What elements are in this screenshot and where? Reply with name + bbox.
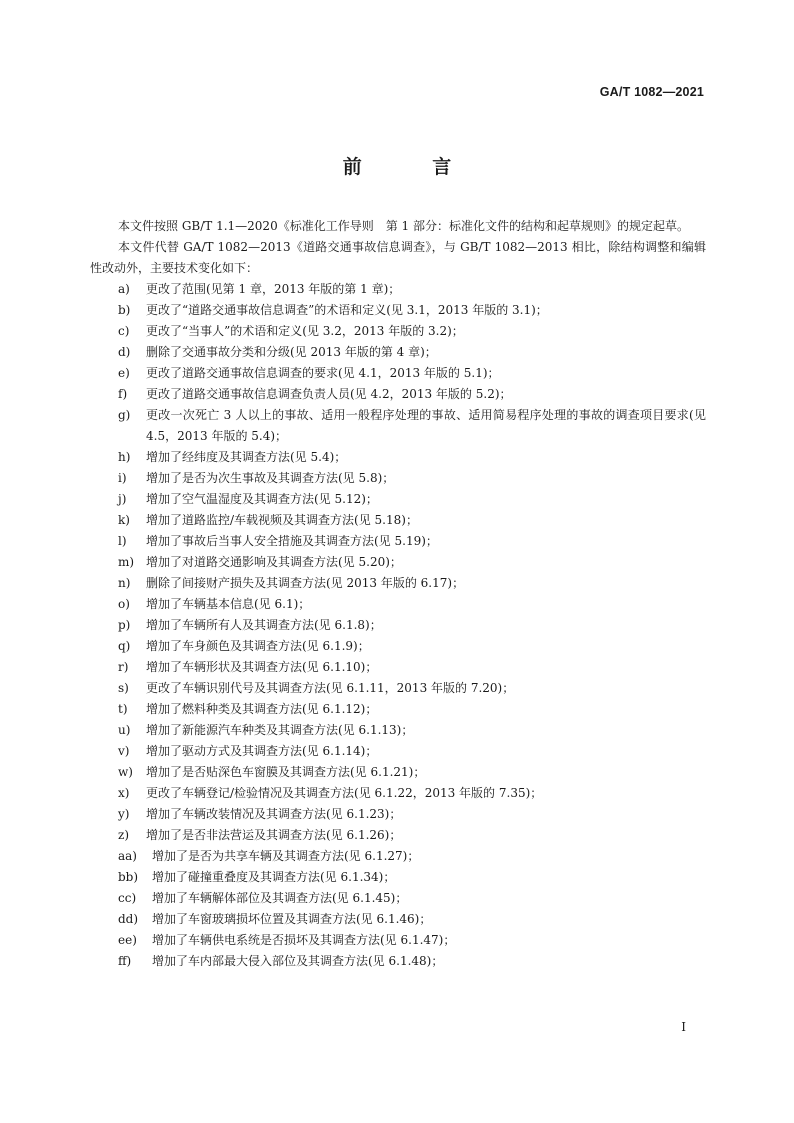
- list-item-marker: s): [118, 681, 129, 695]
- list-item: [90, 594, 706, 615]
- list-item: [90, 825, 706, 846]
- list-item-marker: r): [118, 660, 129, 674]
- list-item-marker: q): [118, 639, 131, 653]
- list-item-text: 删除了间接财产损失及其调查方法(见 2013 年版的 6.17)；: [146, 576, 465, 590]
- list-item: [90, 951, 706, 972]
- list-item-text: 增加了车辆解体部位及其调查方法(见 6.1.45)；: [152, 891, 408, 905]
- list-item: [90, 468, 706, 489]
- list-item-marker: bb): [118, 870, 139, 884]
- list-item-text: 增加了碰撞重叠度及其调查方法(见 6.1.34)；: [152, 870, 396, 884]
- list-item-text: 增加了车身颜色及其调查方法(见 6.1.9)；: [146, 639, 370, 653]
- list-item-marker: w): [118, 765, 133, 779]
- list-item-marker: c): [118, 324, 130, 338]
- list-item: [90, 804, 706, 825]
- list-item-marker: aa): [118, 849, 137, 863]
- list-item-text: 增加了车辆供电系统是否损坏及其调查方法(见 6.1.47)；: [152, 933, 456, 947]
- list-item: [90, 657, 706, 678]
- intro-paragraph: 本文件按照 GB/T 1.1—2020《标准化工作导则 第 1 部分：标准化文件的结构和起草规则》的规定起草。: [118, 219, 689, 233]
- list-item-marker: t): [118, 702, 128, 716]
- list-item-text: 更改了车辆登记/检验情况及其调查方法(见 6.1.22，2013 年版的 7.35)；: [146, 786, 543, 800]
- list-item: [90, 699, 706, 720]
- list-item-text: 增加了是否贴深色车窗膜及其调查方法(见 6.1.21)；: [146, 765, 426, 779]
- list-item-text: 更改了“当事人”的术语和定义(见 3.2，2013 年版的 3.2)；: [146, 324, 464, 338]
- list-item-text: 更改了车辆识别代号及其调查方法(见 6.1.11，2013 年版的 7.20)；: [146, 681, 515, 695]
- list-item-marker: o): [118, 597, 130, 611]
- list-item-text: 增加了新能源汽车种类及其调查方法(见 6.1.13)；: [146, 723, 414, 737]
- list-item-text: 增加了空气温湿度及其调查方法(见 5.12)；: [146, 492, 378, 506]
- list-item-marker: e): [118, 366, 130, 380]
- list-item-text: 增加了对道路交通影响及其调查方法(见 5.20)；: [146, 555, 402, 569]
- list-item-marker: ee): [118, 933, 137, 947]
- list-item: [90, 783, 706, 804]
- list-item-marker: l): [118, 534, 127, 548]
- standard-code: GA/T 1082—2021: [599, 85, 704, 99]
- list-item-text: 增加了事故后当事人安全措施及其调查方法(见 5.19)；: [146, 534, 438, 548]
- list-item: [90, 279, 706, 300]
- list-item-text: 增加了驱动方式及其调查方法(见 6.1.14)；: [146, 744, 378, 758]
- list-item: [90, 636, 706, 657]
- list-item-marker: x): [118, 786, 130, 800]
- list-item: [90, 321, 706, 342]
- list-item: [90, 552, 706, 573]
- list-item: [90, 405, 706, 447]
- list-item: [90, 867, 706, 888]
- list-item: [90, 741, 706, 762]
- list-item-text: 增加了车窗玻璃损坏位置及其调查方法(见 6.1.46)；: [152, 912, 432, 926]
- list-item-marker: dd): [118, 912, 139, 926]
- list-item-marker: a): [118, 282, 130, 296]
- list-item: [90, 930, 706, 951]
- list-item-marker: z): [118, 828, 130, 842]
- page-number: I: [681, 1020, 686, 1034]
- list-item-marker: d): [118, 345, 131, 359]
- list-item: [90, 510, 706, 531]
- list-item: [90, 762, 706, 783]
- list-item-text: 更改一次死亡 3 人以上的事故、适用一般程序处理的事故、适用简易程序处理的事故的调查项目要求(见 4.5，2013 年版的 5.4)；: [146, 408, 706, 443]
- list-item: [90, 447, 706, 468]
- list-item-text: 增加了是否为次生事故及其调查方法(见 5.8)；: [146, 471, 395, 485]
- list-item: [90, 531, 706, 552]
- list-item-marker: y): [118, 807, 130, 821]
- list-item-marker: m): [118, 555, 135, 569]
- list-item-marker: f): [118, 387, 128, 401]
- list-item-text: 更改了道路交通事故信息调查负责人员(见 4.2，2013 年版的 5.2)；: [146, 387, 512, 401]
- list-item-text: 增加了车辆改装情况及其调查方法(见 6.1.23)；: [146, 807, 402, 821]
- list-item-text: 增加了车辆所有人及其调查方法(见 6.1.8)；: [146, 618, 382, 632]
- list-item-marker: v): [118, 744, 130, 758]
- list-item-text: 更改了范围(见第 1 章，2013 年版的第 1 章)；: [146, 282, 401, 296]
- list-item: [90, 300, 706, 321]
- list-item: [90, 909, 706, 930]
- list-item-text: 增加了燃料种类及其调查方法(见 6.1.12)；: [146, 702, 378, 716]
- change-list: [90, 279, 706, 972]
- list-item-marker: i): [118, 471, 127, 485]
- list-item-marker: n): [118, 576, 131, 590]
- list-item-text: 更改了道路交通事故信息调查的要求(见 4.1，2013 年版的 5.1)；: [146, 366, 500, 380]
- list-item: [90, 678, 706, 699]
- list-item-marker: j): [118, 492, 127, 506]
- list-item-marker: g): [118, 408, 131, 422]
- list-item: [90, 489, 706, 510]
- list-item-marker: cc): [118, 891, 137, 905]
- list-item-marker: k): [118, 513, 130, 527]
- list-item-text: 增加了是否非法营运及其调查方法(见 6.1.26)；: [146, 828, 402, 842]
- list-item-text: 增加了车内部最大侵入部位及其调查方法(见 6.1.48)；: [152, 954, 444, 968]
- list-item-text: 增加了是否为共享车辆及其调查方法(见 6.1.27)；: [152, 849, 420, 863]
- list-item-text: 更改了“道路交通事故信息调查”的术语和定义(见 3.1，2013 年版的 3.1)；: [146, 303, 548, 317]
- list-item-text: 增加了车辆基本信息(见 6.1)；: [146, 597, 311, 611]
- list-item-text: 增加了道路监控/车载视频及其调查方法(见 5.18)；: [146, 513, 418, 527]
- list-item: [90, 342, 706, 363]
- page-title: 前 言: [342, 156, 484, 178]
- document-body: [90, 216, 706, 972]
- list-item-marker: b): [118, 303, 131, 317]
- list-item: [90, 720, 706, 741]
- list-item-marker: u): [118, 723, 131, 737]
- list-item-marker: h): [118, 450, 131, 464]
- list-item-text: 删除了交通事故分类和分级(见 2013 年版的第 4 章)；: [146, 345, 437, 359]
- list-item-text: 增加了经纬度及其调查方法(见 5.4)；: [146, 450, 347, 464]
- list-item: [90, 615, 706, 636]
- list-item: [90, 888, 706, 909]
- list-item: [90, 363, 706, 384]
- list-item: [90, 846, 706, 867]
- list-item-text: 增加了车辆形状及其调查方法(见 6.1.10)；: [146, 660, 378, 674]
- list-item-marker: ff): [118, 954, 132, 968]
- list-item: [90, 573, 706, 594]
- list-item: [90, 384, 706, 405]
- list-item-marker: p): [118, 618, 131, 632]
- replacement-paragraph: 本文件代替 GA/T 1082—2013《道路交通事故信息调查》，与 GB/T 1082—2013 相比，除结构调整和编辑性改动外，主要技术变化如下：: [90, 240, 706, 275]
